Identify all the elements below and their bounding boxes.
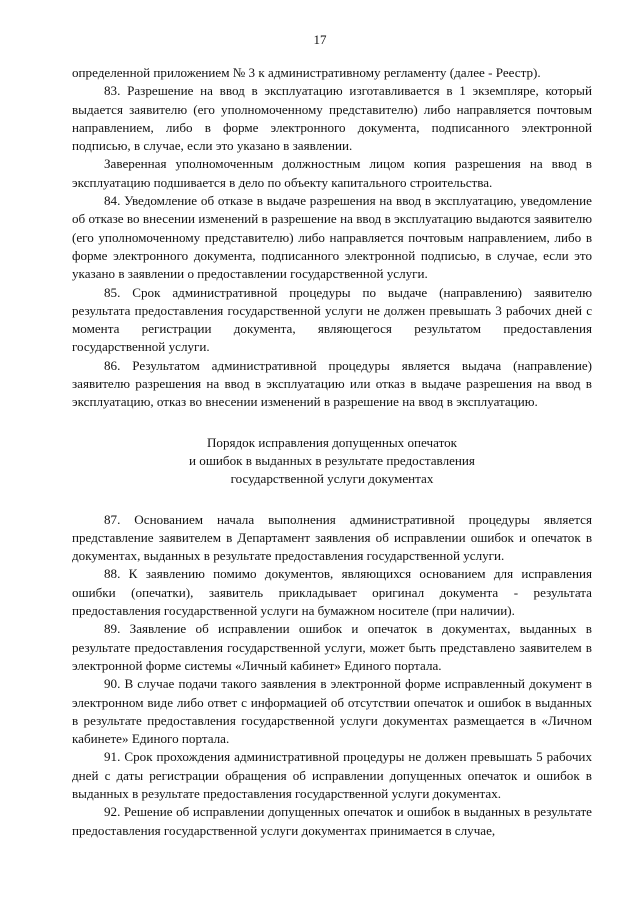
section-heading-line: государственной услуги документах	[230, 471, 434, 487]
paragraph-84: 84. Уведомление об отказе в выдаче разрешения на ввод в эксплуатацию, уведомление об отказе во внесении изменений в разрешение на ввод в эксплуатацию выдаются заявителю (его уполномоченному представителю) либо направляется почтовым направлением, либо в форме электронного документа, подписанного электронной подписью, в случае, если это указано в заявлении о предоставлении государственной услуги.	[72, 193, 592, 282]
paragraph-88: 88. К заявлению помимо документов, являющихся основанием для исправления ошибки (опечатки), заявитель прикладывает оригинал документа - результата предоставления государственной услуги на бумажном носителе (при наличии).	[72, 566, 592, 619]
paragraph-87: 87. Основанием начала выполнения административной процедуры является представление заявителем в Департамент заявления об исправлении ошибок и опечаток в документах, выданных в результате предоставления государственной услуги.	[72, 511, 592, 564]
document-body	[72, 64, 592, 840]
paragraph-85: 85. Срок административной процедуры по выдаче (направлению) заявителю результата предоставления государственной услуги не должен превышать 3 рабочих дней с момента регистрации документа, являющегося результатом предоставления государственной услуги.	[72, 284, 592, 355]
section-heading	[72, 434, 592, 489]
paragraph-89: 89. Заявление об исправлении ошибок и опечаток в документах, выданных в результате предоставления государственной услуги, может быть представлено заявителем в электронной форме системы «Личный кабинет» Единого портала.	[72, 621, 592, 673]
section-heading-line: Порядок исправления допущенных опечаток	[206, 434, 458, 450]
paragraph-continuation: определенной приложением № 3 к административному регламенту (далее - Реестр).	[72, 65, 541, 80]
paragraph-92: 92. Решение об исправлении допущенных опечаток и ошибок в выданных в результате предоставления государственной услуги документах принимается в случае,	[72, 804, 592, 838]
paragraph-86: 86. Результатом административной процедуры является выдача (направление) заявителю разрешения на ввод в эксплуатацию или отказ в выдаче разрешения на ввод в эксплуатацию, отказ во внесении изменений в разрешение на ввод в эксплуатацию.	[72, 357, 592, 410]
page-number: 17	[313, 32, 327, 47]
paragraph-91: 91. Срок прохождения административной процедуры не должен превышать 5 рабочих дней с даты регистрации обращения об исправлении допущенных опечаток и ошибок в выданных в результате предоставления государственной услуги документах.	[72, 749, 592, 801]
paragraph-83: 83. Разрешение на ввод в эксплуатацию изготавливается в 1 экземпляре, который выдается заявителю (его уполномоченному представителю) либо направляется почтовым направлением, либо в форме электронного документа, подписанного электронной подписью, в случае, если это указано в заявлении.	[72, 83, 592, 154]
section-heading-line: и ошибок в выданных в результате предоставления	[189, 452, 475, 468]
paragraph-90: 90. В случае подачи такого заявления в электронной форме исправленный документ в электронном виде либо ответ с информацией об отсутствии опечаток и ошибок в выданных в результате предоставления государственной услуги документах размещается в «Личном кабинете» Единого портала.	[72, 676, 592, 747]
paragraph-certified-copy: Заверенная уполномоченным должностным лицом копия разрешения на ввод в эксплуатацию подшивается в дело по объекту капитального строительства.	[72, 156, 592, 190]
